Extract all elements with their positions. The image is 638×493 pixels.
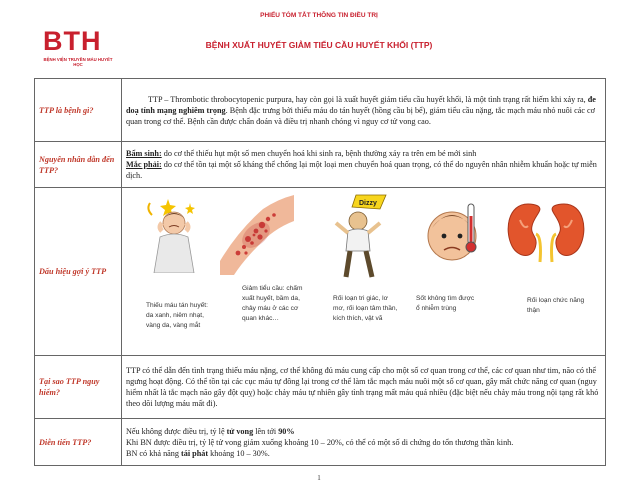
answer-danger: TTP có thể dẫn đến tình trạng thiếu máu nặng, cơ thể không đủ máu cung cấp cho một số cơ quan trong cơ thể, các cơ quan như tim, não có thể ngưng hoạt động. Có thể tồn tại các cục máu tự đông lại trong cơ thể làm tắc mạch máu nuôi một số cơ quan, gây mất chức năng cơ quan (nguy hiểm nhất là tắc mạch não gây đột quỵ) hoặc chảy máu tự nhiên gây tình trạng mất máu quá nhiều (đặc biệt nếu chảy máu trong nội tạng rất khó theo dõi lượng máu mất đi). — [122, 356, 606, 419]
confused-person-icon — [328, 193, 390, 279]
cause-acquired-text: do cơ thể tồn tại một số kháng thể chống lại một loại men chuyển hoá quan trọng, có thể do nguyên nhân nhiễm khuẩn hoặc tự miễn dịch. — [126, 160, 597, 180]
sign-caption-kidney: Rối loạn chức năng thận — [527, 297, 585, 314]
answer-what-pre: TTP – Thrombotic throbocytopenic purpura, hay còn gọi là xuất huyết giảm tiểu cầu huyết khối, là một tình trạng rất hiếm khi xảy ra, — [148, 94, 588, 104]
course-l3-bold: tái phát — [181, 448, 209, 458]
bruised-skin-icon — [218, 191, 296, 275]
course-l3-post: khoảng 10 – 30%. — [208, 448, 270, 458]
course-line-3 — [126, 448, 601, 459]
answer-what — [122, 79, 606, 142]
course-l3-pre: BN có khả năng — [126, 448, 182, 458]
fever-thermometer-icon — [424, 200, 488, 266]
cause-acquired-label: Mắc phải: — [126, 160, 162, 169]
answer-course — [122, 419, 606, 466]
kidneys-icon — [500, 200, 592, 266]
table-row-danger — [35, 356, 606, 419]
cause-congenital-label: Bẩm sinh: — [126, 149, 162, 158]
question-what: TTP là bệnh gì? — [35, 79, 122, 142]
answer-what-bold: đe doạ tính mạng nghiêm trọng — [126, 94, 596, 115]
question-signs: Dấu hiệu gợi ý TTP — [35, 188, 122, 356]
course-l1-bold1: tử vong — [226, 426, 254, 436]
cause-congenital-text: do cơ thể thiếu hụt một số men chuyển hoá khi sinh ra, bệnh thường xảy ra trên em bé mới sinh — [161, 149, 477, 158]
logo-subtitle: BỆNH VIỆN TRUYỀN MÁU HUYẾT HỌC — [43, 57, 113, 67]
course-l1-pre: Nếu không được điều trị, tỷ lệ — [126, 426, 227, 436]
dizzy-label: Dizzy — [359, 200, 377, 207]
answer-what-post: . Bệnh đặc trưng bởi thiếu máu do tán huyết (hồng cầu bị bể), giảm tiểu cầu nặng, tắc mạch máu nhỏ nuôi các cơ quan trong cơ thể. Bệnh cần được chẩn đoán và điều trị nhanh chóng vì nguy cơ tử vong cao. — [126, 105, 596, 126]
cause-congenital — [126, 148, 601, 159]
sign-caption-thrombocytopenia: Giảm tiểu cầu: chấm xuất huyết, bầm da, chảy máu ở các cơ quan khác… — [242, 285, 303, 322]
sign-caption-neurologic: Rối loạn tri giác, lơ mơ, rối loạn tâm thần, kích thích, vật vã — [333, 295, 398, 322]
document-title: BỆNH XUẤT HUYẾT GIẢM TIỂU CẦU HUYẾT KHỐI (TTP) — [205, 40, 433, 50]
table-row-signs — [35, 188, 606, 356]
logo-letters: BTH — [43, 26, 102, 56]
cause-acquired — [126, 159, 601, 181]
course-l1-mid: lên tới — [253, 426, 279, 436]
sign-caption-anemia: Thiếu máu tán huyết: da xanh, niêm nhạt, vàng da, vàng mắt — [146, 302, 208, 329]
question-danger: Tại sao TTP nguy hiểm? — [35, 356, 122, 419]
table-row-course — [35, 419, 606, 466]
sign-caption-fever: Sốt không tìm được ổ nhiễm trùng — [416, 295, 475, 312]
answer-cause — [122, 142, 606, 188]
info-table — [34, 78, 606, 466]
question-course: Diễn tiến TTP? — [35, 419, 122, 466]
signs-illustrations — [122, 188, 606, 356]
table-row-what — [35, 79, 606, 142]
document-kicker: PHIẾU TÓM TẮT THÔNG TIN ĐIỀU TRỊ — [260, 12, 378, 19]
course-line-2: Khi BN được điều trị, tỷ lệ tử vong giảm xuống khoảng 10 – 20%, có thể có một số di chứng do tổn thương thần kinh. — [126, 437, 514, 447]
course-l1-bold2: 90% — [278, 426, 295, 436]
answer-what-text — [126, 94, 601, 127]
page-number: 1 — [317, 474, 321, 482]
question-cause: Nguyên nhân dẫn đến TTP? — [35, 142, 122, 188]
course-line-1 — [126, 426, 601, 437]
tired-person-icon — [138, 193, 210, 273]
table-row-cause — [35, 142, 606, 188]
